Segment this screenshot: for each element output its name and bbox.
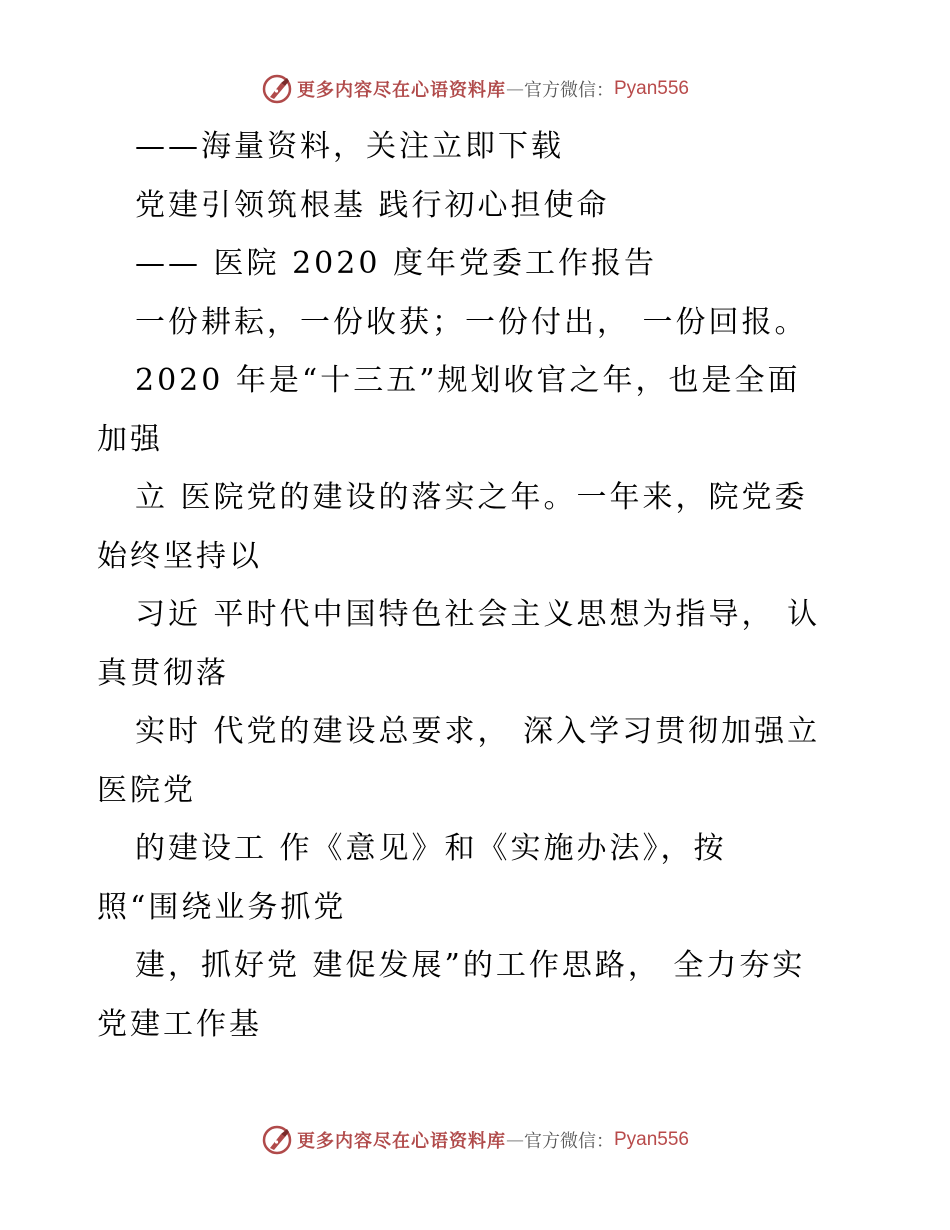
banner-sub-text: 官方微信： — [523, 80, 614, 101]
banner-account: Pyan556 — [613, 78, 689, 99]
text-line: ——海量资料，关注立即下载 — [135, 129, 564, 164]
banner-dash: — — [505, 1129, 524, 1151]
text-line: 党建工作基 — [97, 1006, 262, 1042]
pen-nib-icon — [261, 73, 293, 105]
text-line: 的建设工 作《意见》和《实施办法》，按 — [135, 831, 727, 866]
text-line: 习近 平时代中国特色社会主义思想为指导， 认 — [135, 597, 821, 632]
text-line: 真贯彻落 — [97, 655, 229, 691]
text-line: 医院党 — [97, 772, 196, 808]
text-line: 始终坚持以 — [97, 538, 262, 574]
banner-main-text: 更多内容尽在心语资料库 — [296, 1131, 506, 1152]
document-body — [97, 118, 867, 1054]
text-line: 2020 年是“十三五”规划收官之年，也是全面 — [135, 363, 801, 398]
banner-sub-text: 官方微信： — [523, 1131, 614, 1152]
text-line: 立 医院党的建设的落实之年。一年来，院党委 — [135, 480, 808, 515]
text-line: 一份耕耘，一份收获；一份付出， 一份回报。 — [135, 304, 808, 340]
text-line: 实时 代党的建设总要求， 深入学习贯彻加强立 — [135, 714, 821, 749]
text-line: 照“围绕业务抓党 — [97, 889, 347, 925]
document-title: 党建引领筑根基 践行初心担使命 — [135, 187, 610, 223]
footer-banner — [0, 1123, 950, 1157]
text-line: 加强 — [97, 421, 163, 457]
document-subtitle: —— 医院 2020 度年党委工作报告 — [135, 246, 657, 281]
banner-account: Pyan556 — [613, 1129, 689, 1150]
pen-nib-icon — [261, 1124, 293, 1156]
header-banner — [0, 72, 950, 106]
banner-main-text: 更多内容尽在心语资料库 — [296, 80, 506, 101]
banner-dash: — — [505, 78, 524, 100]
text-line: 建，抓好党 建促发展”的工作思路， 全力夯实 — [135, 948, 806, 983]
